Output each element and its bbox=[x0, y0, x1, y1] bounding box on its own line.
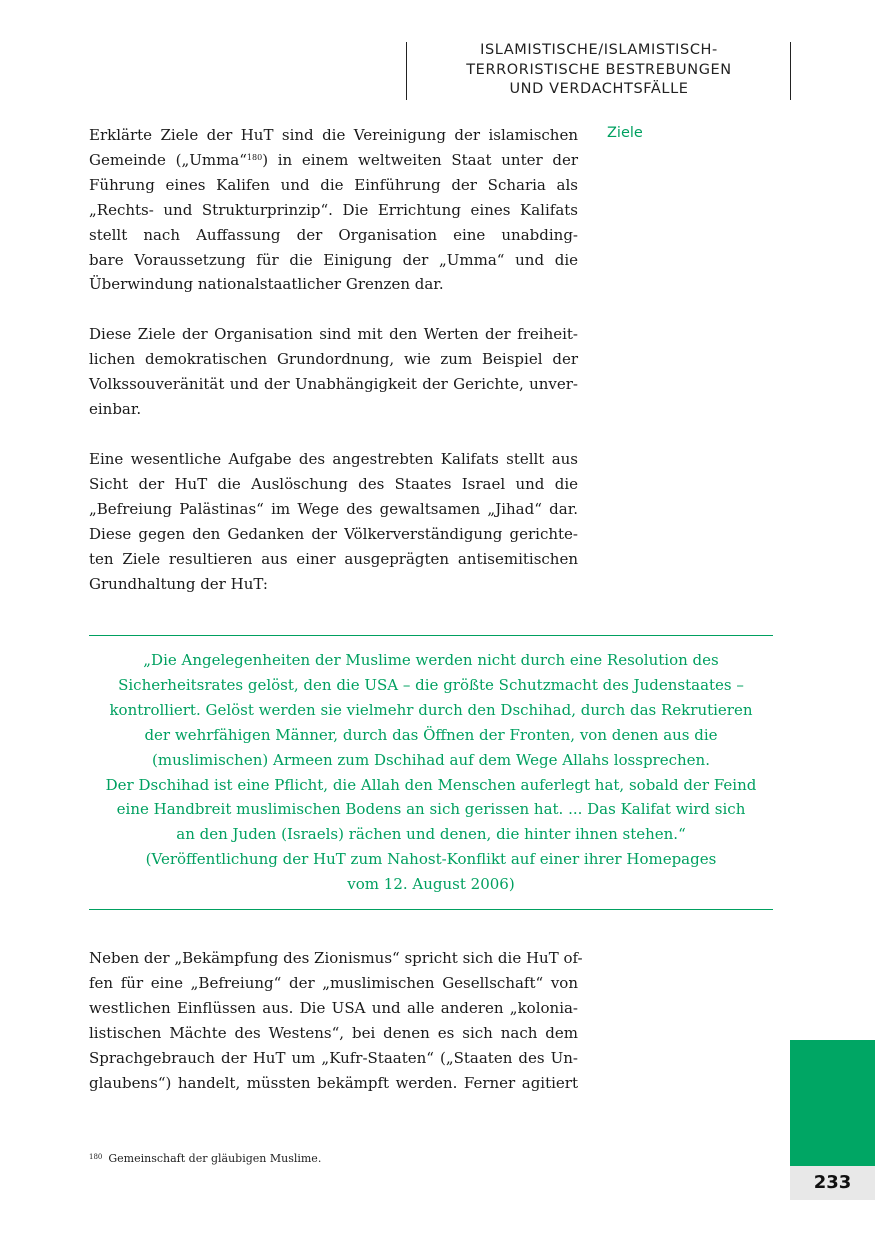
paragraph-line: einbar. bbox=[89, 399, 142, 418]
quote-line: Der Dschihad ist eine Pflicht, die Allah den Menschen auferlegt hat, sobald der Feind bbox=[105, 775, 757, 794]
paragraph-line-text: Gemeinde („Umma“ bbox=[89, 150, 247, 169]
paragraph-line: Eine wesentliche Aufgabe des angestrebten Kalifats stellt aus bbox=[89, 450, 578, 468]
quote-source-line: vom 12. August 2006) bbox=[347, 875, 515, 894]
paragraph-line: westlichen Einflüssen aus. Die USA und alle anderen „kolonia- bbox=[89, 998, 578, 1017]
quote-source-line: (Veröffentlichung der HuT zum Nahost-Konflikt auf einer ihrer Homepages bbox=[145, 850, 717, 869]
quote-line: an den Juden (Israels) rächen und denen, die hinter ihnen stehen.“ bbox=[176, 825, 686, 844]
paragraph-line-text: ) in einem weltweiten Staat unter der bbox=[262, 150, 578, 169]
footnote-reference: 180 bbox=[246, 152, 263, 162]
paragraph-line: listischen Mächte des Westens“, bei denen es sich nach dem bbox=[89, 1023, 578, 1042]
running-header-line: ISLAMISTISCHE/ISLAMISTISCH- bbox=[480, 42, 718, 58]
paragraph-line: Diese gegen den Gedanken der Völkerverständigung gerichte- bbox=[89, 524, 578, 543]
footnote bbox=[89, 1152, 321, 1165]
quote-rule-bottom bbox=[89, 909, 773, 910]
paragraph-zionism bbox=[89, 946, 583, 1095]
margin-note: Ziele bbox=[607, 125, 643, 141]
quote-line: der wehrfähigen Männer, durch das Öffnen der Fronten, von denen aus die bbox=[144, 725, 718, 744]
footnote-number: 180 bbox=[89, 1153, 103, 1161]
paragraph-line: Führung eines Kalifen und die Einführung der Scharia als bbox=[89, 175, 578, 194]
paragraph-line: „Rechts- und Strukturprinzip“. Die Errichtung eines Kalifats bbox=[89, 200, 578, 219]
paragraph-line: „Befreiung Palästinas“ im Wege des gewaltsamen „Jihad“ dar. bbox=[89, 499, 578, 518]
quote-line: kontrolliert. Gelöst werden sie vielmehr durch den Dschihad, durch das Rekrutieren bbox=[109, 700, 753, 719]
paragraph-incompatibility bbox=[89, 322, 578, 422]
quote-line: eine Handbreit muslimischen Bodens an sich gerissen hat. ... Das Kalifat wird sich bbox=[116, 800, 746, 819]
quote-line: (muslimischen) Armeen zum Dschihad auf dem Wege Allahs lossprechen. bbox=[152, 750, 710, 769]
quote-line: Sicherheitsrates gelöst, den die USA – die größte Schutzmacht des Judenstaates – bbox=[118, 675, 744, 694]
paragraph-line: Neben der „Bekämpfung des Zionismus“ spricht sich die HuT of- bbox=[89, 949, 583, 967]
paragraph-line bbox=[89, 148, 578, 173]
quote-rule-top bbox=[89, 635, 773, 636]
paragraph-line: glaubens“) handelt, müssten bekämpft werden. Ferner agitiert bbox=[89, 1073, 578, 1092]
quote-block bbox=[89, 648, 773, 897]
paragraph-goals bbox=[89, 123, 578, 297]
header-rule-left bbox=[406, 42, 407, 100]
running-header-line: TERRORISTISCHE BESTREBUNGEN bbox=[466, 61, 732, 78]
paragraph-line: fen für eine „Befreiung“ der „muslimischen Gesellschaft“ von bbox=[89, 973, 578, 992]
paragraph-caliphate-task bbox=[89, 447, 578, 596]
page-number: 233 bbox=[790, 1166, 875, 1200]
running-header bbox=[408, 41, 790, 100]
paragraph-line: Sprachgebrauch der HuT um „Kufr-Staaten“ („Staaten des Un- bbox=[89, 1048, 578, 1067]
paragraph-line: lichen demokratischen Grundordnung, wie zum Beispiel der bbox=[89, 349, 578, 368]
paragraph-line: Volkssouveränität und der Unabhängigkeit der Gerichte, unver- bbox=[89, 374, 578, 393]
paragraph-line: stellt nach Auffassung der Organisation eine unabding- bbox=[89, 225, 578, 244]
chapter-tab bbox=[790, 1040, 875, 1166]
paragraph-line: Erklärte Ziele der HuT sind die Vereinigung der islamischen bbox=[89, 126, 578, 144]
quote-line: „Die Angelegenheiten der Muslime werden nicht durch eine Resolution des bbox=[143, 651, 719, 669]
paragraph-line: Überwindung nationalstaatlicher Grenzen dar. bbox=[89, 275, 444, 294]
paragraph-line: Sicht der HuT die Auslöschung des Staates Israel und die bbox=[89, 474, 578, 493]
paragraph-line: Diese Ziele der Organisation sind mit den Werten der freiheit- bbox=[89, 325, 578, 343]
header-rule-right bbox=[790, 42, 791, 100]
paragraph-line: Grundhaltung der HuT: bbox=[89, 574, 268, 593]
footnote-text: Gemeinschaft der gläubigen Muslime. bbox=[108, 1152, 322, 1165]
paragraph-line: ten Ziele resultieren aus einer ausgeprägten antisemitischen bbox=[89, 549, 578, 568]
running-header-line: UND VERDACHTSFÄLLE bbox=[509, 81, 689, 97]
paragraph-line: bare Voraussetzung für die Einigung der „Umma“ und die bbox=[89, 250, 578, 269]
